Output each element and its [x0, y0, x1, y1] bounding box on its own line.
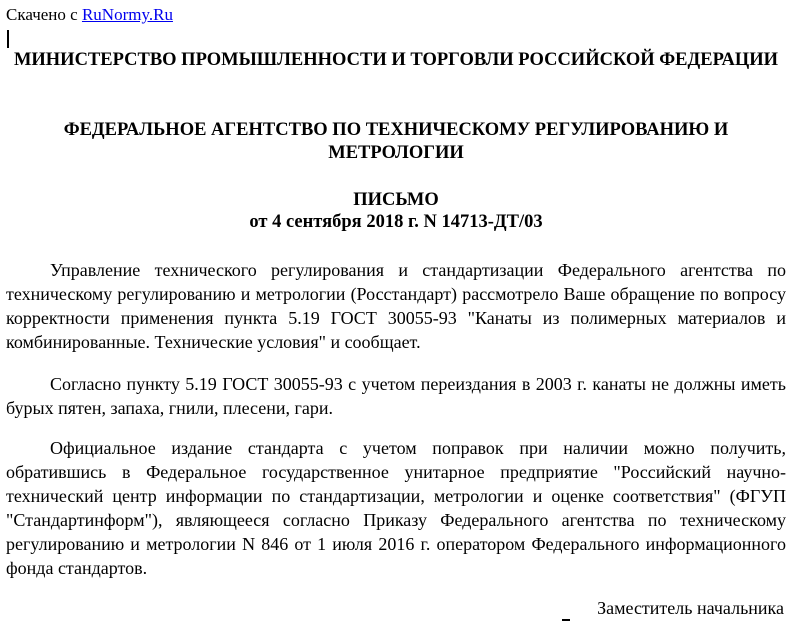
document-date-heading: от 4 сентября 2018 г. N 14713-ДТ/03 — [249, 212, 543, 232]
text-cursor — [7, 30, 9, 48]
document-type-heading: ПИСЬМО — [353, 190, 439, 210]
source-link[interactable]: RuNormy.Ru — [81, 5, 173, 24]
source-prefix: Скачено с — [6, 5, 82, 24]
cut-off-text-fragment — [562, 619, 570, 621]
signature-title: Заместитель начальника — [597, 598, 784, 618]
agency-heading: ФЕДЕРАЛЬНОЕ АГЕНТСТВО ПО ТЕХНИЧЕСКОМУ РЕГУЛИРОВАНИЮ И МЕТРОЛОГИИ — [63, 120, 729, 163]
source-line — [6, 5, 173, 25]
ministry-heading: МИНИСТЕРСТВО ПРОМЫШЛЕННОСТИ И ТОРГОВЛИ РОССИЙСКОЙ ФЕДЕРАЦИИ — [13, 50, 779, 70]
body-paragraph-1: Управление технического регулирования и стандартизации Федерального агентства по техническому регулированию и метрологии (Росстандарт) рассмотрело Ваше обращение по вопросу корректности применения пункта 5.19 ГОСТ 30055-93 "Канаты из полимерных материалов и комбинированные. Технические условия" и сообщает. — [6, 260, 786, 352]
body-paragraph-2: Согласно пункту 5.19 ГОСТ 30055-93 с учетом переиздания в 2003 г. канаты не должны иметь бурых пятен, запаха, гнили, плесени, гари. — [6, 374, 786, 418]
body-paragraph-3: Официальное издание стандарта с учетом поправок при наличии можно получить, обратившись в Федеральное государственное унитарное предприятие "Российский научно-технический центр информации по стандартизации, метрологии и оценке соответствия" (ФГУП "Стандартинформ"), являющееся согласно Приказу Федерального агентства по техническому регулированию и метрологии N 846 от 1 июля 2016 г. оператором Федерального информационного фонда стандартов. — [6, 438, 786, 578]
